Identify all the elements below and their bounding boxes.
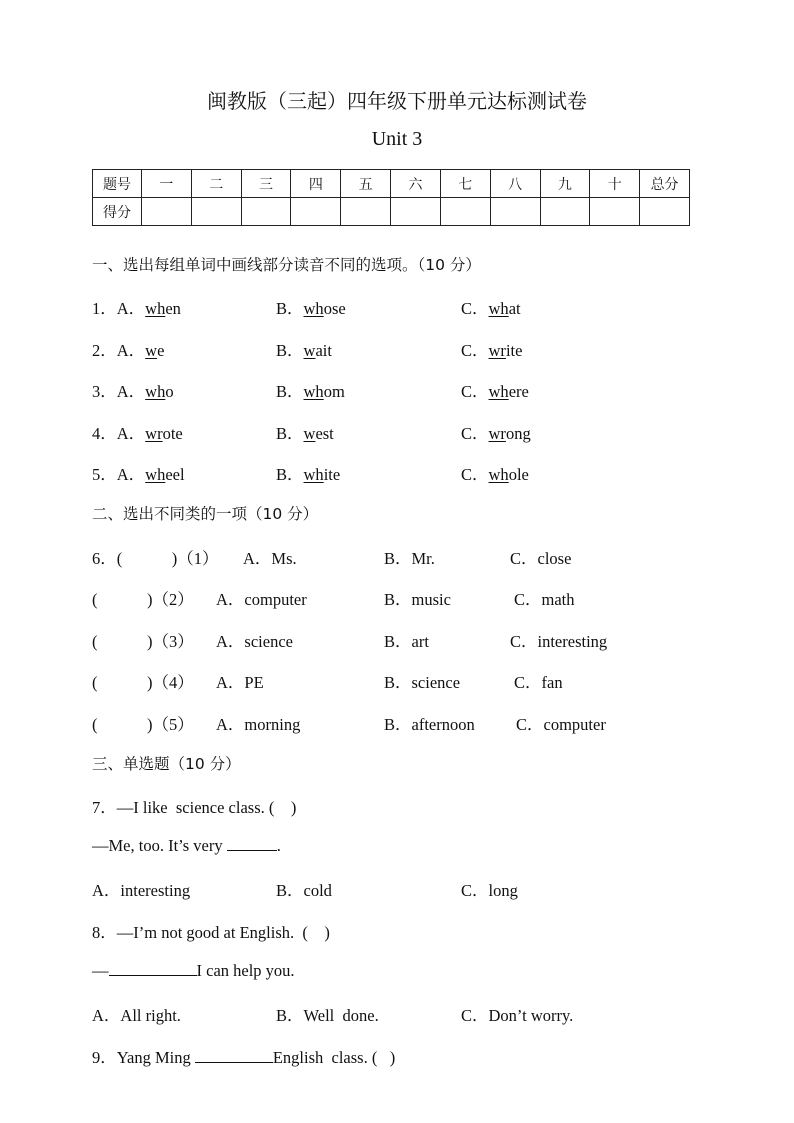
score-input-cell[interactable] <box>341 198 391 226</box>
score-cell: 五 <box>341 170 391 198</box>
answer-blank[interactable] <box>109 974 197 976</box>
section1-heading: 一、选出每组单词中画线部分读音不同的选项。（10 分） <box>92 256 481 274</box>
score-cell: 二 <box>191 170 241 198</box>
score-table-header-row <box>93 170 690 198</box>
score-cell: 十 <box>590 170 640 198</box>
score-cell: 题号 <box>93 170 142 198</box>
score-input-cell[interactable] <box>590 198 640 226</box>
question-7-reply: —Me, too. It’s very . <box>92 836 281 855</box>
score-cell: 六 <box>391 170 441 198</box>
answer-blank[interactable] <box>195 1061 273 1063</box>
score-input-cell[interactable] <box>640 198 690 226</box>
section2-heading: 二、选出不同类的一项（10 分） <box>92 505 319 523</box>
question-8-reply: — I can help you. <box>92 961 295 980</box>
question-9-stem: 9．Yang Ming English class. ( ) <box>92 1048 396 1067</box>
score-row-label: 得分 <box>93 198 142 226</box>
score-input-cell[interactable] <box>142 198 192 226</box>
score-cell: 三 <box>241 170 291 198</box>
score-input-cell[interactable] <box>540 198 590 226</box>
exam-title: 闽教版（三起）四年级下册单元达标测试卷 <box>207 91 587 113</box>
score-input-cell[interactable] <box>241 198 291 226</box>
score-cell: 七 <box>440 170 490 198</box>
score-table <box>92 169 690 226</box>
unit-title: Unit 3 <box>371 128 423 150</box>
score-input-cell[interactable] <box>191 198 241 226</box>
score-cell: 一 <box>142 170 192 198</box>
score-cell: 总分 <box>640 170 690 198</box>
score-cell: 八 <box>490 170 540 198</box>
score-table-score-row <box>93 198 690 226</box>
score-input-cell[interactable] <box>291 198 341 226</box>
score-input-cell[interactable] <box>391 198 441 226</box>
score-input-cell[interactable] <box>490 198 540 226</box>
score-cell: 四 <box>291 170 341 198</box>
score-input-cell[interactable] <box>440 198 490 226</box>
question-7-stem: 7．—I like science class. ( ) <box>92 798 297 817</box>
score-cell: 九 <box>540 170 590 198</box>
section3-heading: 三、单选题（10 分） <box>92 755 241 773</box>
answer-blank[interactable] <box>227 849 277 851</box>
question-8-stem: 8．—I’m not good at English. ( ) <box>92 923 330 942</box>
